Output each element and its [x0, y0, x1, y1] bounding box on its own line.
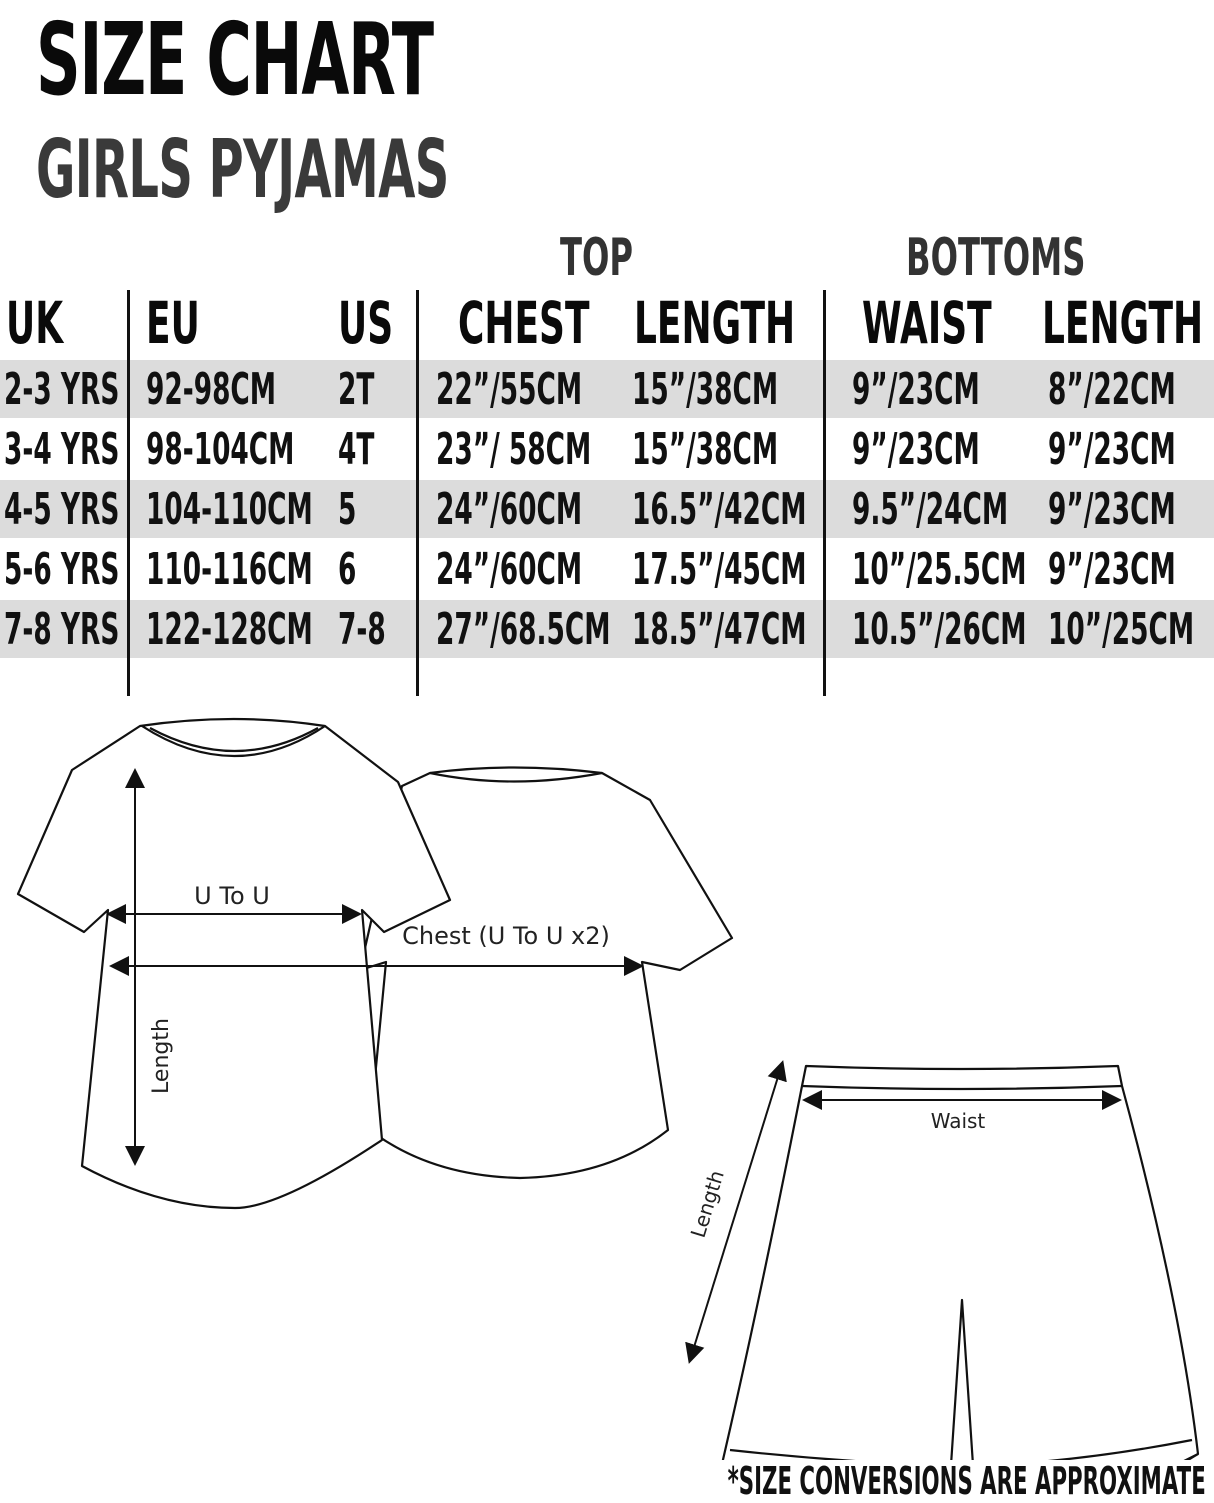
column-header-top-length: LENGTH [634, 289, 796, 357]
column-header-us: US [338, 289, 394, 357]
column-divider [127, 290, 130, 696]
column-header-eu: EU [146, 289, 200, 357]
table-cell: 23”/ 58CM [436, 424, 592, 475]
table-cell: 10”/25CM [1048, 604, 1195, 655]
table-cell: 5-6 YRS [4, 544, 120, 595]
table-cell: 9”/23CM [852, 424, 980, 475]
table-row [0, 540, 1214, 598]
u-to-u-label: U To U [194, 882, 270, 910]
table-cell: 2T [338, 364, 375, 415]
column-divider [416, 290, 419, 696]
table-cell: 7-8 YRS [4, 604, 120, 655]
column-header-chest: CHEST [458, 289, 590, 357]
table-cell: 110-116CM [146, 544, 313, 595]
table-cell: 9”/23CM [1048, 484, 1176, 535]
table-cell: 15”/38CM [632, 424, 779, 475]
chest-label: Chest (U To U x2) [402, 922, 610, 950]
column-header-waist: WAIST [862, 289, 992, 357]
table-cell: 3-4 YRS [4, 424, 120, 475]
footnote: *SIZE CONVERSIONS ARE APPROXIMATE [727, 1459, 1206, 1503]
column-header-uk: UK [6, 289, 64, 357]
table-cell: 6 [338, 544, 357, 595]
table-cell: 15”/38CM [632, 364, 779, 415]
table-cell: 98-104CM [146, 424, 295, 475]
table-cell: 2-3 YRS [4, 364, 120, 415]
table-cell: 22”/55CM [436, 364, 583, 415]
column-divider [823, 290, 826, 696]
table-cell: 4-5 YRS [4, 484, 120, 535]
table-cell: 18.5”/47CM [632, 604, 807, 655]
table-row [0, 420, 1214, 478]
waist-label: Waist [930, 1109, 986, 1133]
tshirt-length-label: Length [149, 1018, 174, 1094]
table-row [0, 480, 1214, 538]
page-subtitle: GIRLS PYJAMAS [36, 123, 449, 216]
table-cell: 9”/23CM [1048, 544, 1176, 595]
table-cell: 24”/60CM [436, 544, 583, 595]
table-cell: 92-98CM [146, 364, 277, 415]
garment-diagram [0, 700, 1214, 1460]
shorts-length-label: Length [685, 1167, 729, 1241]
table-cell: 27”/68.5CM [436, 604, 611, 655]
table-cell: 24”/60CM [436, 484, 583, 535]
table-row [0, 360, 1214, 418]
table-cell: 9”/23CM [1048, 424, 1176, 475]
table-cell: 8”/22CM [1048, 364, 1176, 415]
group-header-bottoms: BOTTOMS [906, 228, 1086, 288]
table-row [0, 600, 1214, 658]
table-cell: 9”/23CM [852, 364, 980, 415]
table-cell: 7-8 [338, 604, 386, 655]
table-cell: 10”/25.5CM [852, 544, 1027, 595]
table-cell: 4T [338, 424, 375, 475]
table-cell: 104-110CM [146, 484, 313, 535]
table-cell: 9.5”/24CM [852, 484, 1009, 535]
page-title: SIZE CHART [36, 1, 433, 118]
table-cell: 16.5”/42CM [632, 484, 807, 535]
table-cell: 5 [338, 484, 357, 535]
table-cell: 10.5”/26CM [852, 604, 1027, 655]
table-cell: 17.5”/45CM [632, 544, 807, 595]
table-cell: 122-128CM [146, 604, 313, 655]
group-header-top: TOP [560, 228, 634, 288]
column-header-bottoms-length: LENGTH [1042, 289, 1204, 357]
